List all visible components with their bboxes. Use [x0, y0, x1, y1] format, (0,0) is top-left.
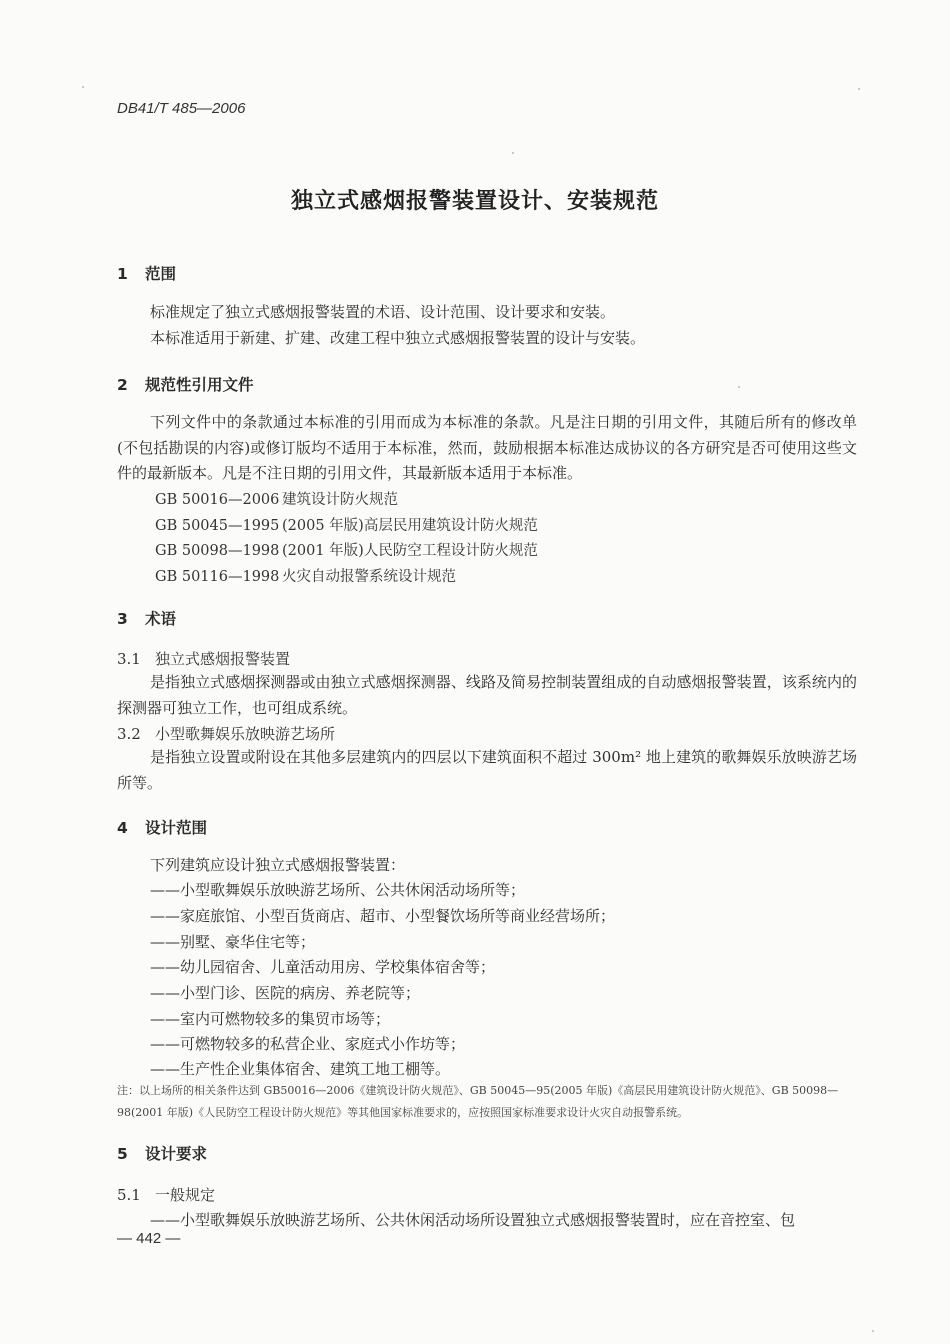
- subsection-title: 小型歌舞娱乐放映游艺场所: [155, 725, 336, 743]
- scan-speck: [82, 86, 84, 88]
- list-item: ——室内可燃物较多的集贸市场等；: [150, 1010, 391, 1028]
- s5-1-line: ——小型歌舞娱乐放映游艺场所、公共休闲活动场所设置独立式感烟报警装置时，应在音控室、包: [150, 1211, 796, 1229]
- scan-speck: [738, 386, 740, 388]
- reference-row: [155, 565, 456, 586]
- section-4-heading: [117, 816, 207, 838]
- s2-paragraph: 下列文件中的条款通过本标准的引用而成为本标准的条款。凡是注日期的引用文件，其随后所有的修改单(不包括勘误的内容)或修订版均不适用于本标准，然而，鼓励根据本标准达成协议的各方研究是否可使用这些文件的最新版本。凡是不注日期的引用文件，其最新版本适用于本标准。: [117, 413, 857, 483]
- s4-note: 注：以上场所的相关条件达到 GB50016—2006《建筑设计防火规范》、GB 50045—95(2005 年版)《高层民用建筑设计防火规范》、GB 50098—98(2001 年版)《人民防空工程设计防火规范》等其他国家标准要求的，应按照国家标准要求设计火灾自动报警系统。: [117, 1084, 839, 1119]
- document-title: 独立式感烟报警装置设计、安装规范: [290, 188, 659, 214]
- list-item: ——生产性企业集体宿舍、建筑工地工棚等。: [150, 1060, 451, 1078]
- scan-speck: [512, 152, 514, 154]
- term-3-2-heading: [117, 723, 335, 744]
- section-title: 设计范围: [145, 819, 208, 837]
- list-item: ——幼儿园宿舍、儿童活动用房、学校集体宿舍等；: [150, 958, 496, 976]
- list-item: ——小型门诊、医院的病房、养老院等；: [150, 984, 421, 1002]
- reference-name: 建筑设计防火规范: [282, 492, 398, 508]
- subsection-title: 一般规定: [155, 1186, 216, 1204]
- reference-code: GB 50098—1998: [155, 543, 280, 559]
- section-3-heading: [117, 607, 176, 629]
- section-5-heading: [117, 1142, 207, 1164]
- subsection-number: 5.1: [117, 1186, 141, 1204]
- scan-speck: [858, 88, 860, 90]
- section-number: 2: [117, 376, 128, 394]
- section-title: 规范性引用文件: [145, 376, 254, 394]
- reference-code: GB 50016—2006: [155, 492, 280, 508]
- reference-row: [155, 488, 398, 509]
- subsection-5-1-heading: [117, 1184, 215, 1205]
- list-item: ——小型歌舞娱乐放映游艺场所、公共休闲活动场所等；: [150, 881, 526, 899]
- reference-name: (2001 年版)人民防空工程设计防火规范: [282, 543, 538, 559]
- reference-row: [155, 514, 538, 535]
- section-number: 5: [117, 1145, 128, 1163]
- s1-line-1: 标准规定了独立式感烟报警装置的术语、设计范围、设计要求和安装。: [150, 303, 616, 321]
- reference-name: 火灾自动报警系统设计规范: [282, 569, 456, 585]
- section-title: 设计要求: [145, 1145, 208, 1163]
- document-code: DB41/T 485—2006: [117, 100, 246, 117]
- reference-row: [155, 539, 538, 560]
- section-2-heading: [117, 373, 254, 395]
- reference-code: GB 50045—1995: [155, 518, 280, 534]
- s4-intro: 下列建筑应设计独立式感烟报警装置：: [150, 856, 406, 874]
- subsection-number: 3.1: [117, 650, 141, 668]
- list-item: ——可燃物较多的私营企业、家庭式小作坊等；: [150, 1035, 466, 1053]
- term-3-1-definition: 是指独立式感烟探测器或由独立式感烟探测器、线路及简易控制装置组成的自动感烟报警装置，该系统内的探测器可独立工作，也可组成系统。: [117, 673, 857, 717]
- section-title: 术语: [145, 610, 177, 628]
- reference-name: (2005 年版)高层民用建筑设计防火规范: [282, 518, 538, 534]
- section-title: 范围: [145, 265, 177, 283]
- subsection-number: 3.2: [117, 725, 141, 743]
- section-number: 1: [117, 265, 128, 283]
- scan-speck: [872, 1330, 874, 1332]
- section-1-heading: [117, 262, 176, 284]
- page-number: — 442 —: [117, 1230, 181, 1247]
- section-number: 4: [117, 819, 128, 837]
- subsection-title: 独立式感烟报警装置: [155, 650, 291, 668]
- reference-code: GB 50116—1998: [155, 569, 280, 585]
- section-number: 3: [117, 610, 128, 628]
- term-3-1-heading: [117, 648, 290, 669]
- list-item: ——别墅、豪华住宅等；: [150, 933, 316, 951]
- term-3-2-definition: 是指独立设置或附设在其他多层建筑内的四层以下建筑面积不超过 300m² 地上建筑的歌舞娱乐放映游艺场所等。: [117, 748, 857, 792]
- s1-line-2: 本标准适用于新建、扩建、改建工程中独立式感烟报警装置的设计与安装。: [150, 329, 646, 347]
- list-item: ——家庭旅馆、小型百货商店、超市、小型餐饮场所等商业经营场所；: [150, 907, 616, 925]
